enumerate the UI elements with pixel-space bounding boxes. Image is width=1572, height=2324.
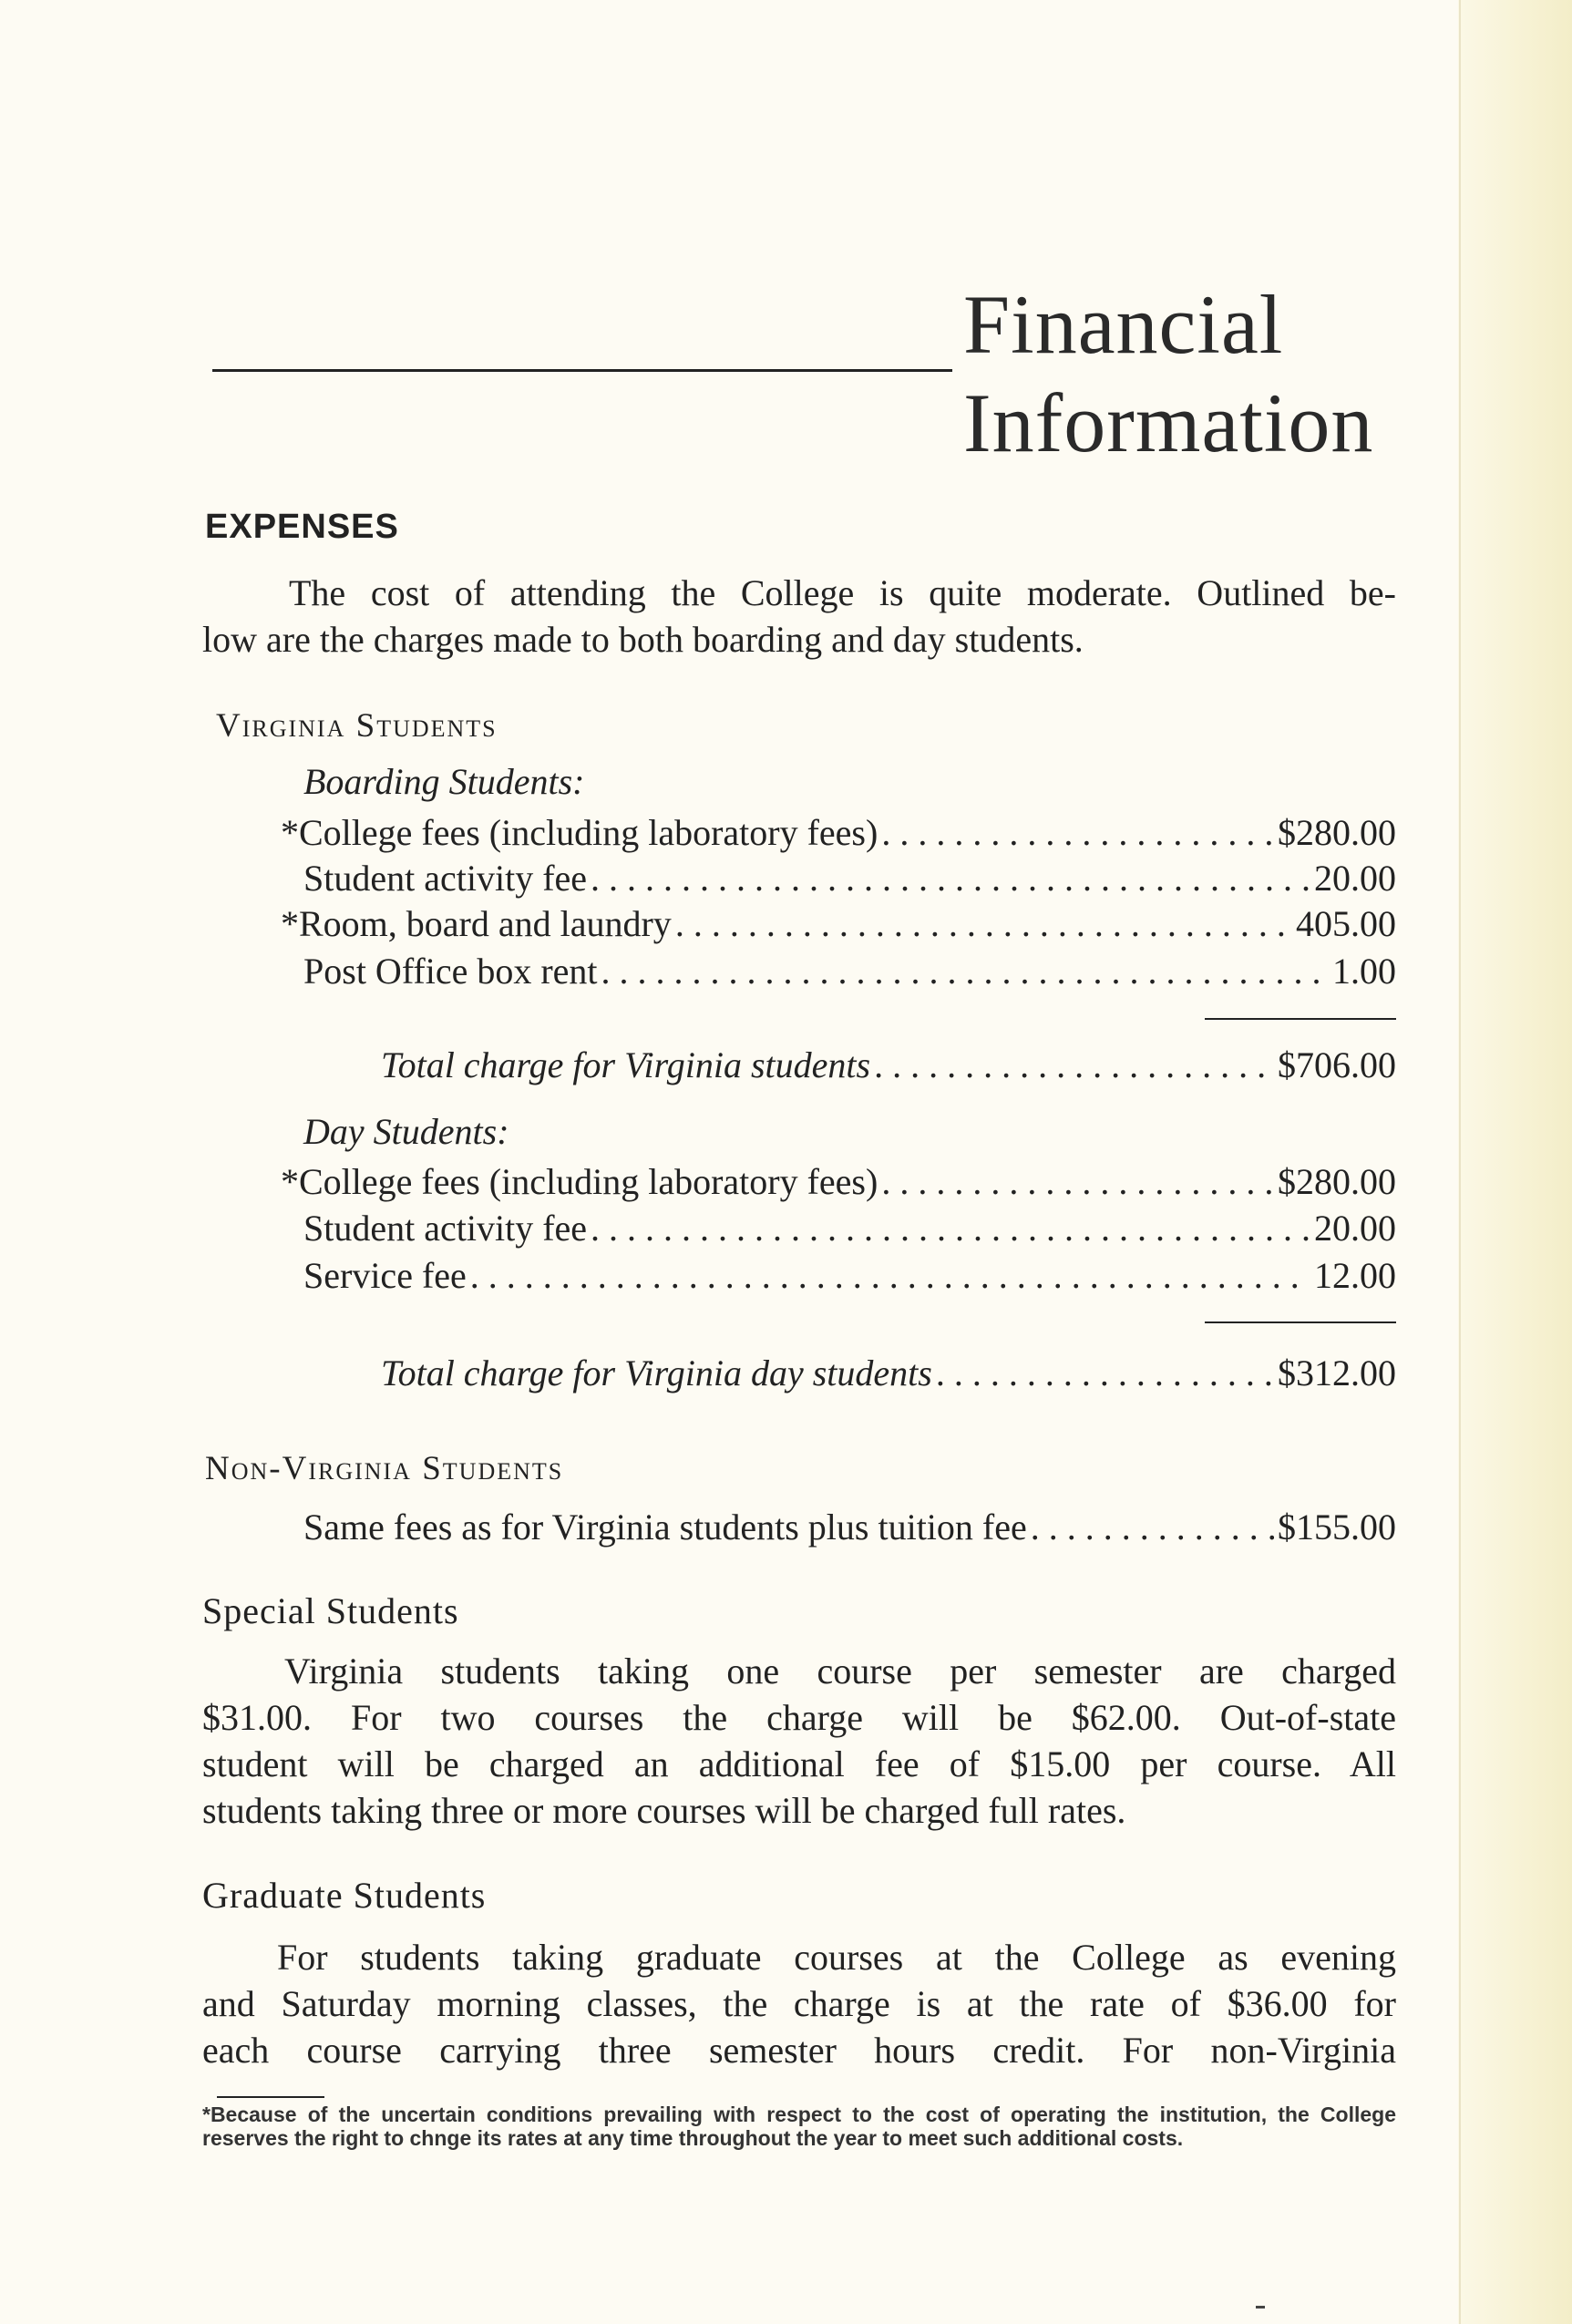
fee-label: Student activity fee	[303, 1208, 588, 1249]
non-virginia-row	[303, 1506, 1396, 1548]
expenses-intro-line2: low are the charges made to both boarding and day students.	[202, 619, 1084, 660]
fee-label: *Room, board and laundry	[281, 903, 672, 944]
special-line-1: Virginia students taking one course per semester are charged	[284, 1650, 1396, 1692]
boarding-row-room-board	[281, 902, 1396, 944]
expenses-intro-line1: The cost of attending the College is quite moderate. Outlined be-	[289, 572, 1396, 613]
expenses-intro	[202, 570, 1396, 663]
boarding-total-row	[381, 1044, 1396, 1085]
leader-dots	[1031, 1506, 1274, 1548]
fee-amount: $155.00	[1278, 1506, 1396, 1548]
fee-amount: 20.00	[1314, 858, 1396, 899]
graduate-line-1: For students taking graduate courses at the College as evening	[277, 1937, 1396, 1978]
non-virginia-heading	[205, 1449, 563, 1488]
boarding-row-college-fees	[281, 811, 1396, 853]
fee-amount: $280.00	[1278, 1161, 1396, 1202]
leader-dots	[675, 902, 1292, 945]
special-students-paragraph	[202, 1648, 1396, 1834]
total-amount: $706.00	[1278, 1044, 1396, 1085]
page-edge-line	[1459, 0, 1461, 2324]
leader-dots	[881, 811, 1274, 854]
graduate-line-2: and Saturday morning classes, the charge is at the rate of $36.00 for	[202, 1983, 1396, 2024]
fee-amount: 1.00	[1332, 951, 1396, 992]
leader-dots	[470, 1254, 1310, 1297]
graduate-students-paragraph	[202, 1934, 1396, 2073]
page-title-line1: Financial	[963, 278, 1284, 371]
page-mark	[1256, 2306, 1265, 2309]
fee-label: *College fees (including laboratory fees)	[281, 812, 878, 853]
special-line-4: students taking three or more courses will be charged full rates.	[202, 1790, 1126, 1831]
total-label: Total charge for Virginia day students	[381, 1352, 932, 1393]
virginia-students-heading-text: Virginia Students	[216, 707, 498, 745]
special-line-3: student will be charged an additional fee of $15.00 per course. All	[202, 1743, 1396, 1784]
day-subtotal-rule	[1205, 1321, 1396, 1323]
expenses-heading: EXPENSES	[205, 508, 399, 546]
page-title-line2: Information	[963, 376, 1374, 469]
total-label: Total charge for Virginia students	[381, 1044, 871, 1085]
leader-dots	[936, 1352, 1274, 1394]
boarding-row-po-box	[303, 950, 1396, 992]
graduate-students-heading: Graduate Students	[202, 1875, 487, 1916]
fee-label: Same fees as for Virginia students plus tuition fee	[303, 1506, 1027, 1548]
fee-amount: $280.00	[1278, 812, 1396, 853]
footnote: *Because of the uncertain conditions prevailing with respect to the cost of operating the institution, the College reserves the right to chnge its rates at any time throughout the year to meet such additional costs.	[202, 2103, 1396, 2150]
leader-dots	[881, 1160, 1274, 1203]
boarding-row-activity-fee	[303, 857, 1396, 899]
fee-label: Service fee	[303, 1255, 467, 1296]
graduate-line-3: each course carrying three semester hours credit. For non-Virginia	[202, 2030, 1396, 2071]
day-students-heading: Day Students:	[303, 1111, 509, 1152]
day-row-activity-fee	[303, 1207, 1396, 1249]
boarding-subtotal-rule	[1205, 1018, 1396, 1020]
leader-dots	[874, 1044, 1274, 1086]
leader-dots	[591, 1207, 1310, 1249]
leader-dots	[591, 857, 1310, 900]
fee-label: *College fees (including laboratory fees)	[281, 1161, 878, 1202]
day-row-service-fee	[303, 1254, 1396, 1296]
special-line-2: $31.00. For two courses the charge will be $62.00. Out-of-state	[202, 1697, 1396, 1738]
day-row-college-fees	[281, 1160, 1396, 1202]
fee-label: Student activity fee	[303, 858, 588, 899]
leader-dots	[601, 950, 1329, 992]
non-virginia-heading-text: Non-Virginia Students	[205, 1450, 564, 1487]
day-total-row	[381, 1352, 1396, 1393]
special-students-heading: Special Students	[202, 1590, 459, 1631]
title-rule	[212, 369, 952, 372]
virginia-students-heading	[216, 706, 498, 746]
fee-amount: 12.00	[1314, 1255, 1396, 1296]
page-edge-shading	[1458, 0, 1572, 2324]
fee-amount: 405.00	[1296, 903, 1396, 944]
fee-label: Post Office box rent	[303, 951, 598, 992]
boarding-students-heading: Boarding Students:	[303, 761, 585, 802]
footnote-rule	[217, 2096, 324, 2098]
total-amount: $312.00	[1278, 1352, 1396, 1393]
fee-amount: 20.00	[1314, 1208, 1396, 1249]
